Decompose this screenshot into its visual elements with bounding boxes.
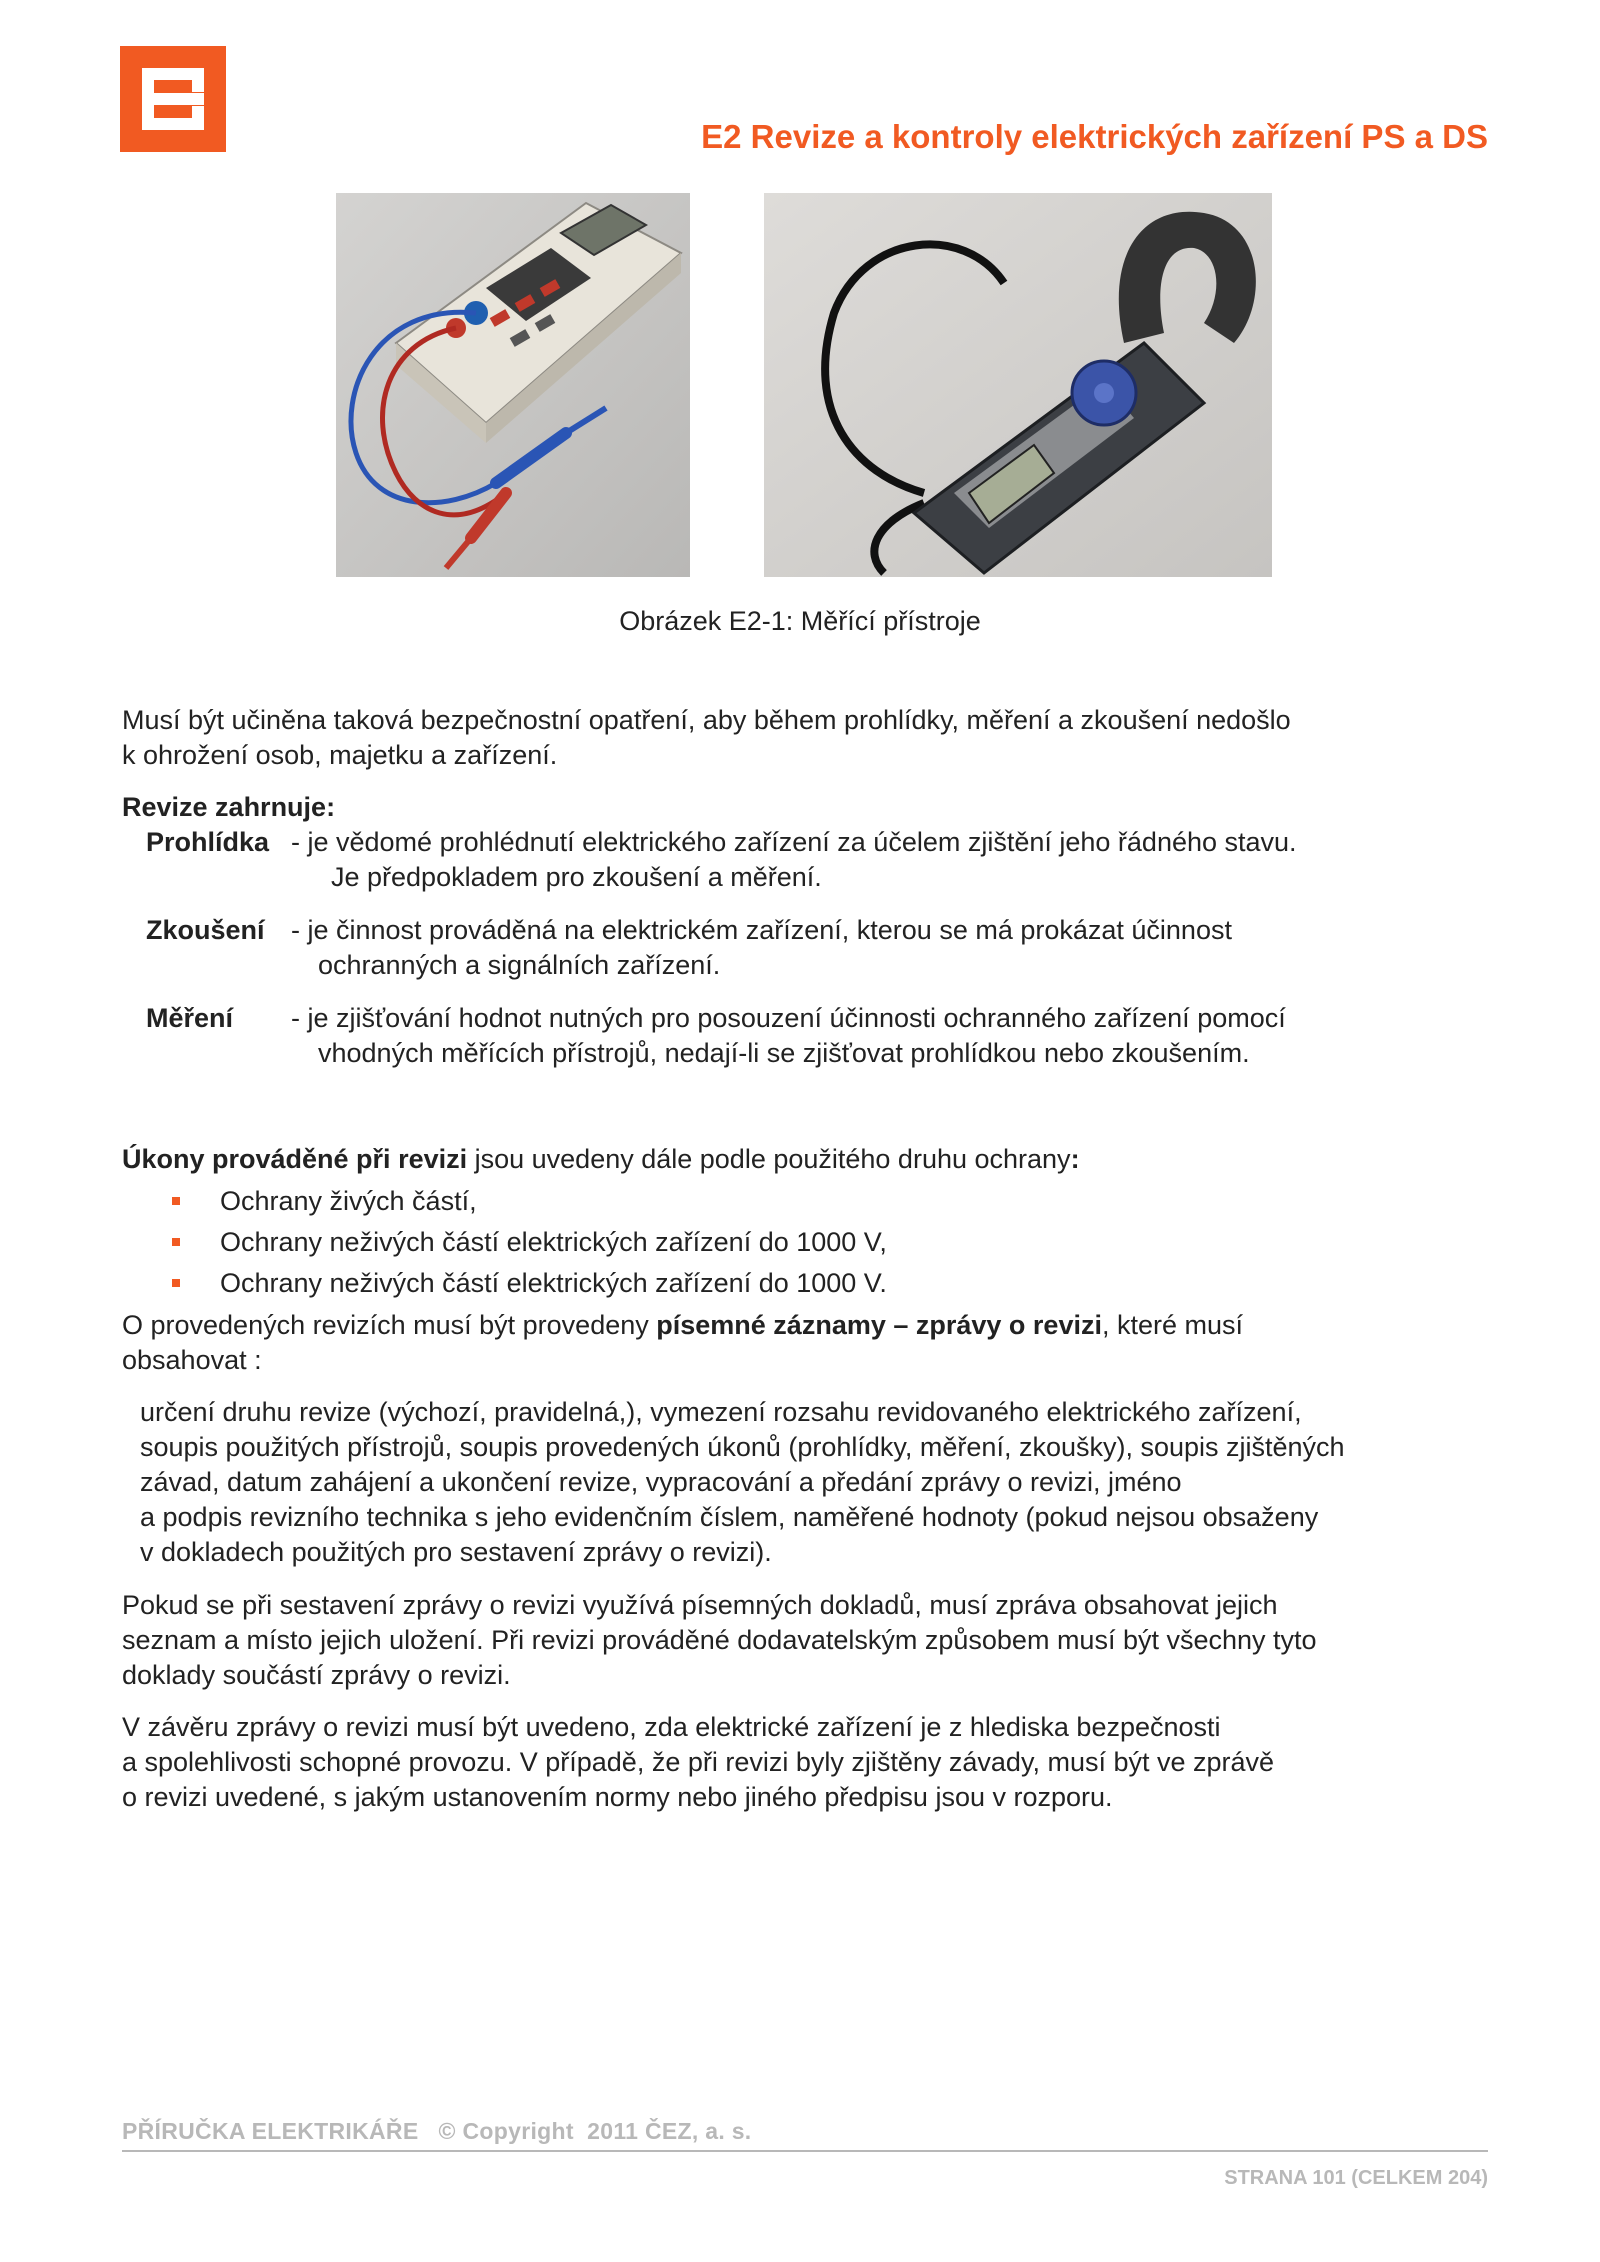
paragraph-line: V závěru zprávy o revizi musí být uvedeno, zda elektrické zařízení je z hlediska bezpečnosti (122, 1712, 1221, 1742)
intro-line: k ohrožení osob, majetku a zařízení. (122, 740, 558, 770)
paragraph-line: soupis použitých přístrojů, soupis provedených úkonů (prohlídky, měření, zkoušky), soupis zjištěných (140, 1432, 1345, 1462)
cez-logo (120, 46, 226, 152)
definition-item (146, 1001, 1446, 1071)
definition-body (291, 1001, 1446, 1071)
footer-divider (122, 2150, 1488, 2152)
revize-heading: Revize zahrnuje: (122, 792, 336, 822)
definition-line: - je činnost prováděná na elektrickém zařízení, kterou se má prokázat účinnost (291, 915, 1232, 945)
zaznamy-line: obsahovat : (122, 1345, 262, 1375)
paragraph-line: doklady součástí zprávy o revizi. (122, 1660, 511, 1690)
insulation-tester-photo (336, 193, 690, 577)
list-item (172, 1266, 887, 1301)
report-contents-paragraph (140, 1395, 1488, 1570)
bullet-square-icon (172, 1238, 180, 1246)
footer-page-number: STRANA 101 (CELKEM 204) (1224, 2167, 1488, 2189)
paragraph-line: seznam a místo jejich uložení. Při revizi prováděné dodavatelským způsobem musí být všechny tyto (122, 1625, 1317, 1655)
definitions-list (146, 825, 1446, 1089)
figure-caption: Obrázek E2-1: Měřící přístroje (619, 606, 981, 636)
intro-paragraph (122, 703, 1488, 773)
bullet-square-icon (172, 1197, 180, 1205)
zaznamy-bold: písemné záznamy – zprávy o revizi (656, 1310, 1102, 1340)
list-item (172, 1184, 887, 1219)
definition-term: Prohlídka (146, 827, 270, 857)
list-item-text: Ochrany neživých částí elektrických zařízení do 1000 V, (220, 1227, 887, 1257)
definition-line: ochranných a signálních zařízení. (318, 950, 721, 980)
paragraph-line: závad, datum zahájení a ukončení revize, vypracování a předání zprávy o revizi, jméno (140, 1467, 1182, 1497)
paragraph-line: a podpis revizního technika s jeho evidenčním číslem, naměřené hodnoty (pokud nejsou obsaženy (140, 1502, 1319, 1532)
page-title: E2 Revize a kontroly elektrických zařízení PS a DS (701, 118, 1488, 155)
zaznamy-paragraph (122, 1308, 1488, 1378)
paragraph-line: Pokud se při sestavení zprávy o revizi využívá písemných dokladů, musí zpráva obsahovat jejich (122, 1590, 1278, 1620)
definition-line: - je zjišťování hodnot nutných pro posouzení účinnosti ochranného zařízení pomocí (291, 1003, 1286, 1033)
definition-line: vhodných měřících přístrojů, nedají-li se zjišťovat prohlídkou nebo zkoušením. (318, 1038, 1250, 1068)
zaznamy-pre: O provedených revizích musí být provedeny (122, 1310, 657, 1340)
zaznamy-post: , které musí (1101, 1310, 1244, 1340)
footer-copyright: PŘÍRUČKA ELEKTRIKÁŘE © Copyright 2011 ČEZ, a. s. (122, 2118, 752, 2144)
definition-line: Je předpokladem pro zkoušení a měření. (331, 862, 822, 892)
paragraph-line: určení druhu revize (výchozí, pravidelná,), vymezení rozsahu revidovaného elektrického zařízení, (140, 1397, 1302, 1427)
clamp-meter-photo (764, 193, 1272, 577)
list-item (172, 1225, 887, 1260)
protection-list (172, 1184, 887, 1307)
pokud-paragraph (122, 1588, 1488, 1693)
ukony-colon: : (1070, 1144, 1080, 1174)
list-item-text: Ochrany neživých částí elektrických zařízení do 1000 V. (220, 1268, 887, 1298)
definition-body (291, 825, 1446, 895)
definition-line: - je vědomé prohlédnutí elektrického zařízení za účelem zjištění jeho řádného stavu. (291, 827, 1297, 857)
definition-term: Zkoušení (146, 915, 265, 945)
paragraph-line: a spolehlivosti schopné provozu. V případě, že při revizi byly zjištěny závady, musí být ve zprávě (122, 1747, 1275, 1777)
paragraph-line: v dokladech použitých pro sestavení zprávy o revizi). (140, 1537, 772, 1567)
definition-body (291, 913, 1446, 983)
zaznamy-line (122, 1308, 1488, 1343)
ukony-rest: jsou uvedeny dále podle použitého druhu ochrany (467, 1144, 1071, 1174)
ukony-bold: Úkony prováděné při revizi (122, 1144, 468, 1174)
bullet-square-icon (172, 1279, 180, 1287)
zaver-paragraph (122, 1710, 1488, 1815)
intro-line: Musí být učiněna taková bezpečnostní opatření, aby během prohlídky, měření a zkoušení nedošlo (122, 705, 1291, 735)
definition-term: Měření (146, 1003, 234, 1033)
paragraph-line: o revizi uvedené, s jakým ustanovením normy nebo jiného předpisu jsou v rozporu. (122, 1782, 1113, 1812)
definition-item (146, 825, 1446, 895)
list-item-text: Ochrany živých částí, (220, 1186, 477, 1216)
ukony-paragraph (122, 1142, 1488, 1177)
definition-item (146, 913, 1446, 983)
